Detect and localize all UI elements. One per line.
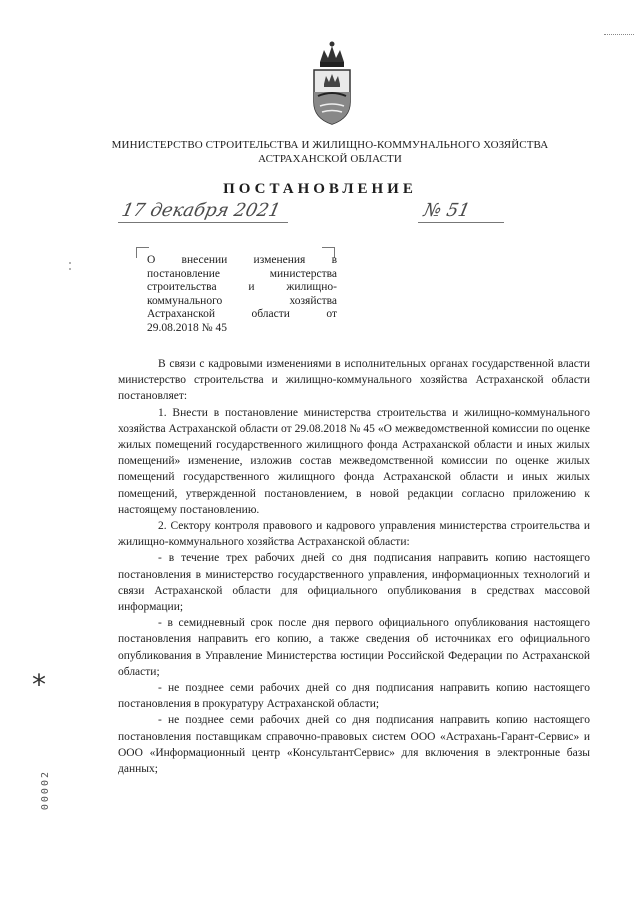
ministry-name-line-1: МИНИСТЕРСТВО СТРОИТЕЛЬСТВА И ЖИЛИЩНО-КОММУНАЛЬНОГО ХОЗЯЙСТВА xyxy=(111,139,549,151)
subject-line: Астраханской области от xyxy=(147,308,337,320)
subject-line: 29.08.2018 № 45 xyxy=(147,321,227,334)
ministry-name-line-2: АСТРАХАНСКОЙ ОБЛАСТИ xyxy=(258,153,402,165)
subject-line: О внесении изменения в xyxy=(147,254,337,266)
handwritten-date: 17 декабря 2021 xyxy=(119,200,283,221)
coat-of-arms-emblem xyxy=(306,40,358,126)
body-paragraph-preamble: В связи с кадровыми изменениями в исполнительных органах государственной власти министерство строительства и жилищно-коммунального хозяйства Астраханской области постановляет: xyxy=(118,358,590,403)
body-paragraph-subitem: - в течение трех рабочих дней со дня подписания направить копию настоящего постановления в министерство государственного управления, информационных технологий и связи Астраханской области для официального опубликования в средствах массовой информации; xyxy=(118,552,590,614)
number-underline xyxy=(418,222,504,223)
corner-mark xyxy=(604,34,634,36)
body-paragraph-subitem: - в семидневный срок после дня первого официального опубликования настоящего постановления направить его копию, а также сведения об источниках его официального опубликования в Управление Министерства юстиции Российской Федерации по Астраханской области; xyxy=(118,617,590,678)
body-paragraph-subitem: - не позднее семи рабочих дней со дня подписания направить копию настоящего постановления поставщикам справочно-правовых систем ООО «Астрахань-Гарант-Сервис» и ООО «Информационный центр «КонсультантСервис» для включения в электронные базы данных; xyxy=(118,714,590,776)
body-paragraph-item-1: 1. Внести в постановление министерства строительства и жилищно-коммунального хозяйства Астраханской области от 29.08.2018 № 45 «О межведомственной комиссии по оценке жилых помещений государственного жилищного фонда Астраханской области и иных жилых помещений» изменение, изложив состав межведомственной комиссии по оценке жилых помещений государственного жилищного фонда Астраханской области и иных жилых помещений, утвержденной постановлением, в новой редакции согласно приложению к настоящему постановлению. xyxy=(118,406,590,516)
body-paragraph-item-2: 2. Сектору контроля правового и кадрового управления министерства строительства и жилищно-коммунального хозяйства Астраханской области: xyxy=(118,520,590,549)
subject-line: коммунального хозяйства xyxy=(147,294,337,307)
document-subject xyxy=(147,254,337,335)
scan-speck xyxy=(69,268,71,270)
ministry-name xyxy=(60,138,600,166)
margin-asterisk-mark: * xyxy=(32,668,46,701)
document-type-title: ПОСТАНОВЛЕНИЕ xyxy=(223,181,417,197)
date-underline xyxy=(118,222,288,223)
document-body xyxy=(118,356,590,777)
handwritten-number: № 51 xyxy=(421,200,472,221)
subject-line: постановление министерства xyxy=(147,267,337,280)
scan-speck xyxy=(69,262,71,264)
body-paragraph-subitem: - не позднее семи рабочих дней со дня подписания направить копию настоящего постановления в прокуратуру Астраханской области; xyxy=(118,682,590,711)
margin-serial-stamp: 00002 xyxy=(40,770,51,811)
subject-line: строительства и жилищно- xyxy=(147,281,337,293)
